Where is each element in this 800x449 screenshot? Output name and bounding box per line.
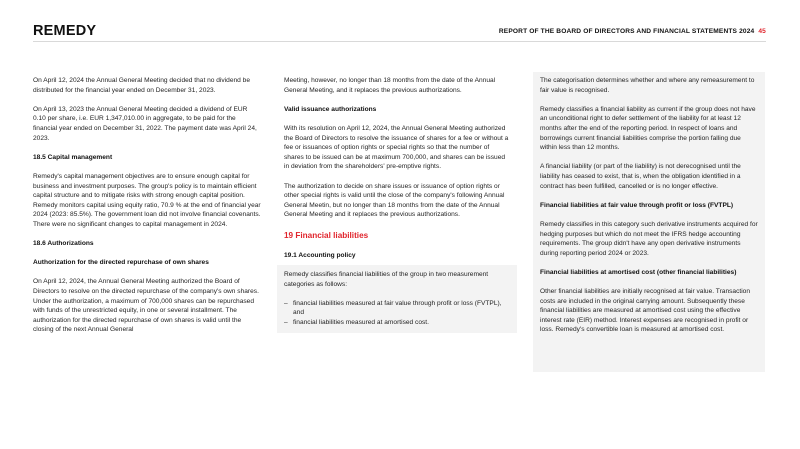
dividend-2023-paragraph: On April 13, 2023 the Annual General Meeting decided a dividend of EUR 0.10 per share, i.e. EUR 1,347,010.00 in aggregate, to be paid for the financial year ended on December 31, 2022. The payment date was April 24, 2023. [33,105,257,142]
dividend-2024-paragraph: On April 12, 2024 the Annual General Meeting decided that no dividend be distributed for the financial year ended on December 31, 2023. [33,77,251,94]
list-item-text: financial liabilities measured at fair value through profit or loss (FVTPL), and [293,299,502,317]
measurement-category-list [284,299,510,328]
list-item-text: financial liabilities measured at amortised cost. [293,319,429,327]
amortised-cost-paragraph: Other financial liabilities are initially recognised at fair value. Transaction costs are included in the original carrying amount. Subsequently these financial liabilities are measured at amortised cost using the effective interest rate (EIR) method. Interest expenses are recognised in profit or loss. Remedy's convertible loan is measured at amortised cost. [540,288,751,334]
issuance-validity-paragraph: The authorization to decide on share issues or issuance of option rights or other special rights is valid until the close of the company's following Annual General Meetin, but no longer than 18 months from the date of the Annual General Meeting and it replaces the previous authorizations. [284,182,505,219]
list-item [284,299,510,318]
issuance-resolution-paragraph: With its resolution on April 12, 2024, the Annual General Meeting authorized the Board of Directors to resolve the issuance of shares for a fee or without a fee or issuances of option rights or special rights so that the number of shares to be issued can be at maximum 700,000, and shares can be issued in deviation from the shareholders' pre-emptive rights. [284,124,509,171]
authorizations-heading: 18.6 Authorizations [33,240,94,248]
repurchase-paragraph: On April 12, 2024, the Annual General Meeting authorized the Board of Directors to resolve on the directed repurchase of the company's own shares. Under the authorization, a maximum of 700,000 shares can be repurchased with funds of the unrestricted equity, in one or several installment. The authorization for the directed repurchase of own shares is valid until the closing of the next Annual General [33,278,259,334]
bullet-dash: – [284,319,288,327]
report-title: REPORT OF THE BOARD OF DIRECTORS AND FINANCIAL STATEMENTS 2024 [498,28,755,35]
capital-management-paragraph: Remedy's capital management objectives are to ensure enough capital for business and investment purposes. The group's policy is to maintain efficient capital structure and to mitigate risks with strong enough capital position. Remedy monitors capital using equity ratio, 70.9 % at the end of financial year 2024 (2023: 85.5%). The government loan did not involve financial covenants. There were no significant changes to capital management in 2024. [33,172,261,228]
valid-issuance-heading: Valid issuance authorizations [284,105,377,113]
report-header [499,28,766,35]
current-liability-paragraph: Remedy classifies a financial liability as current if the group does not have an unconditional right to defer settlement of the liability for at least 12 months after the end of the reporting period. In respect of loans and borrowings current financial liabilities comprise the portion falling due within less than 12 months. [540,105,756,152]
bullet-dash: – [284,299,288,307]
repurchase-continued-paragraph: Meeting, however, no longer than 18 months from the date of the Annual General Meeting, and it replaces the previous authorizations. [284,77,496,94]
amortised-cost-heading: Financial liabilities at amortised cost (other financial liabilities) [540,268,737,276]
list-item [284,318,510,328]
header-divider [33,41,766,42]
fvtpl-paragraph: Remedy classifies in this category such derivative instruments acquired for hedging purposes but which do not meet the IFRS hedge accounting requirements. The group didn't have any open derivative instruments during reporting period 2024 or 2023. [540,220,758,257]
column-left [33,76,261,345]
repurchase-subheading: Authorization for the directed repurchase of own shares [33,259,209,267]
derecognition-paragraph: A financial liability (or part of the liability) is not derecognised until the liability has ceased to exist, that is, when the obligation identified in a contract has been fulfilled, cancelled or is no longer effective. [540,163,741,190]
accounting-policy-heading: 19.1 Accounting policy [284,251,356,259]
column-middle [284,76,510,333]
classification-paragraph: Remedy classifies financial liabilities of the group in two measurement categories as follows: [284,271,489,288]
financial-liabilities-heading: 19 Financial liabilities [284,230,369,240]
capital-management-heading: 18.5 Capital management [33,153,113,161]
company-logo: REMEDY [33,23,97,39]
column-right-box [533,72,765,372]
accounting-policy-box [277,265,517,333]
page-number: 45 [758,28,766,35]
fvtpl-heading: Financial liabilities at fair value through profit or loss (FVTPL) [540,201,734,209]
categorisation-paragraph: The categorisation determines whether and where any remeasurement to fair value is recognised. [540,77,755,94]
